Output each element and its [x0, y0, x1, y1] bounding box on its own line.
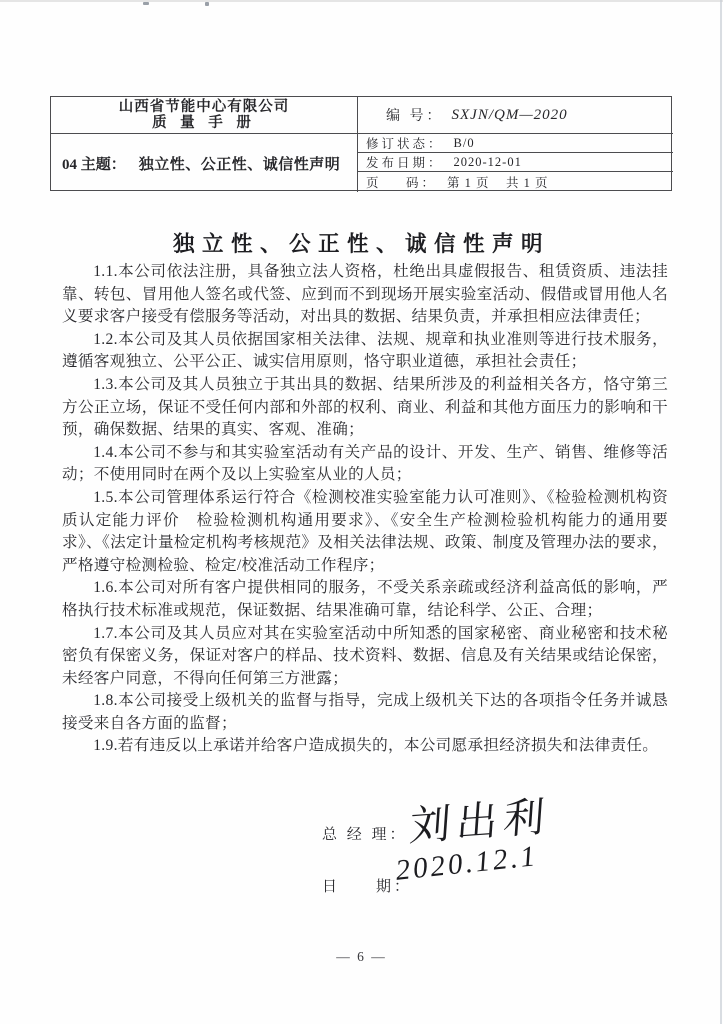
- doc-number-value: SXJN/QM—2020: [451, 106, 568, 123]
- revision-status-cell: [358, 134, 673, 153]
- scan-speck: [205, 2, 209, 6]
- declaration-paragraph-3: 1.3.本公司及其人员独立于其出具的数据、结果所涉及的利益相关各方，恪守第三方公正立场，保证不受任何内部和外部的权利、商业、利益和其他方面压力的影响和干预，确保数据、结果的真实、客观、准确；: [62, 375, 668, 439]
- footer-page-number: — 6 —: [336, 949, 387, 964]
- declaration-paragraph-4: 1.4.本公司不参与和其实验室活动有关产品的设计、开发、生产、销售、维修等活动；不使用同时在两个及以上实验室从业的人员；: [62, 443, 668, 484]
- revision-status-value: B/0: [453, 135, 475, 150]
- declaration-paragraph-6: 1.6.本公司对所有客户提供相同的服务，不受关系亲疏或经济利益高低的影响，严格执行技术标准或规范，保证数据、结果准确可靠，结论科学、公正、合理；: [62, 579, 668, 619]
- declaration-paragraph-8: 1.8.本公司接受上级机关的监督与指导，完成上级机关下达的各项指令任务并诚恳接受来自各方面的监督；: [62, 692, 668, 732]
- subject-label: 04 主题：: [62, 156, 126, 173]
- declaration-paragraph-5: 1.5.本公司管理体系运行符合《检测校准实验室能力认可准则》、《检验检测机构资质认定能力评价 检验检测机构通用要求》、《安全生产检测检验机构能力的通用要求》、《法定计量检定机构考核规范》及相关法律法规、政策、制度及管理办法的要求，严格遵守检测检验、检定/校准活动工作程序；: [62, 488, 668, 574]
- doc-number-cell: [358, 97, 673, 134]
- doc-number-label: 编 号：: [386, 109, 444, 124]
- scan-edge-top: [0, 0, 723, 2]
- scan-speck: [143, 2, 149, 5]
- declaration-title: 独立性、公正性、诚信性声明: [172, 232, 550, 256]
- revision-status-label: 修订状态：: [366, 137, 444, 151]
- handwritten-date: 2020.12.1: [394, 840, 540, 887]
- company-name: 山西省节能中心有限公司: [118, 98, 290, 115]
- declaration-paragraph-7: 1.7.本公司及其人员应对其在实验室活动中所知悉的国家秘密、商业秘密和技术秘密负有保密义务，保证对客户的样品、技术资料、数据、信息及有关结果或结论保密，未经客户同意，不得向任何第三方泄露；: [62, 624, 668, 687]
- issue-date-value: 2020-12-01: [453, 154, 522, 169]
- general-manager-handwritten-signature: 刘出利: [408, 793, 552, 850]
- issue-date-cell: [358, 153, 673, 172]
- date-label: 日 期：: [322, 879, 413, 895]
- manual-title: 质 量 手 册: [152, 115, 256, 131]
- page-number-value: 第 1 页 共 1 页: [447, 176, 549, 190]
- company-header-cell: [51, 97, 358, 134]
- declaration-paragraph-9: 1.9.若有违反以上承诺并给客户造成损失的，本公司愿承担经济损失和法律责任。: [93, 737, 659, 755]
- subject-cell: [51, 134, 358, 192]
- page-number-cell: [358, 172, 673, 192]
- declaration-body: [62, 261, 668, 758]
- page-number-label: 页 码：: [366, 176, 438, 190]
- declaration-paragraph-2: 1.2.本公司及其人员依据国家相关法律、法规、规章和执业准则等进行技术服务，遵循客观独立、公平公正、诚实信用原则，恪守职业道德，承担社会责任；: [62, 330, 668, 371]
- declaration-paragraph-1: 1.1.本公司依法注册，具备独立法人资格，杜绝出具虚假报告、租赁资质、违法挂靠、转包、冒用他人签名或代签、应到而不到现场开展实验室活动、假借或冒用他人名义要求客户接受有偿服务等活动，对出具的数据、结果负责，并承担相应法律责任；: [62, 263, 668, 326]
- header-table: [50, 96, 672, 191]
- issue-date-label: 发布日期：: [366, 156, 444, 170]
- subject-value: 独立性、公正性、诚信性声明: [138, 156, 341, 173]
- general-manager-label: 总 经 理：: [322, 827, 408, 843]
- scan-edge-right: [720, 0, 722, 1024]
